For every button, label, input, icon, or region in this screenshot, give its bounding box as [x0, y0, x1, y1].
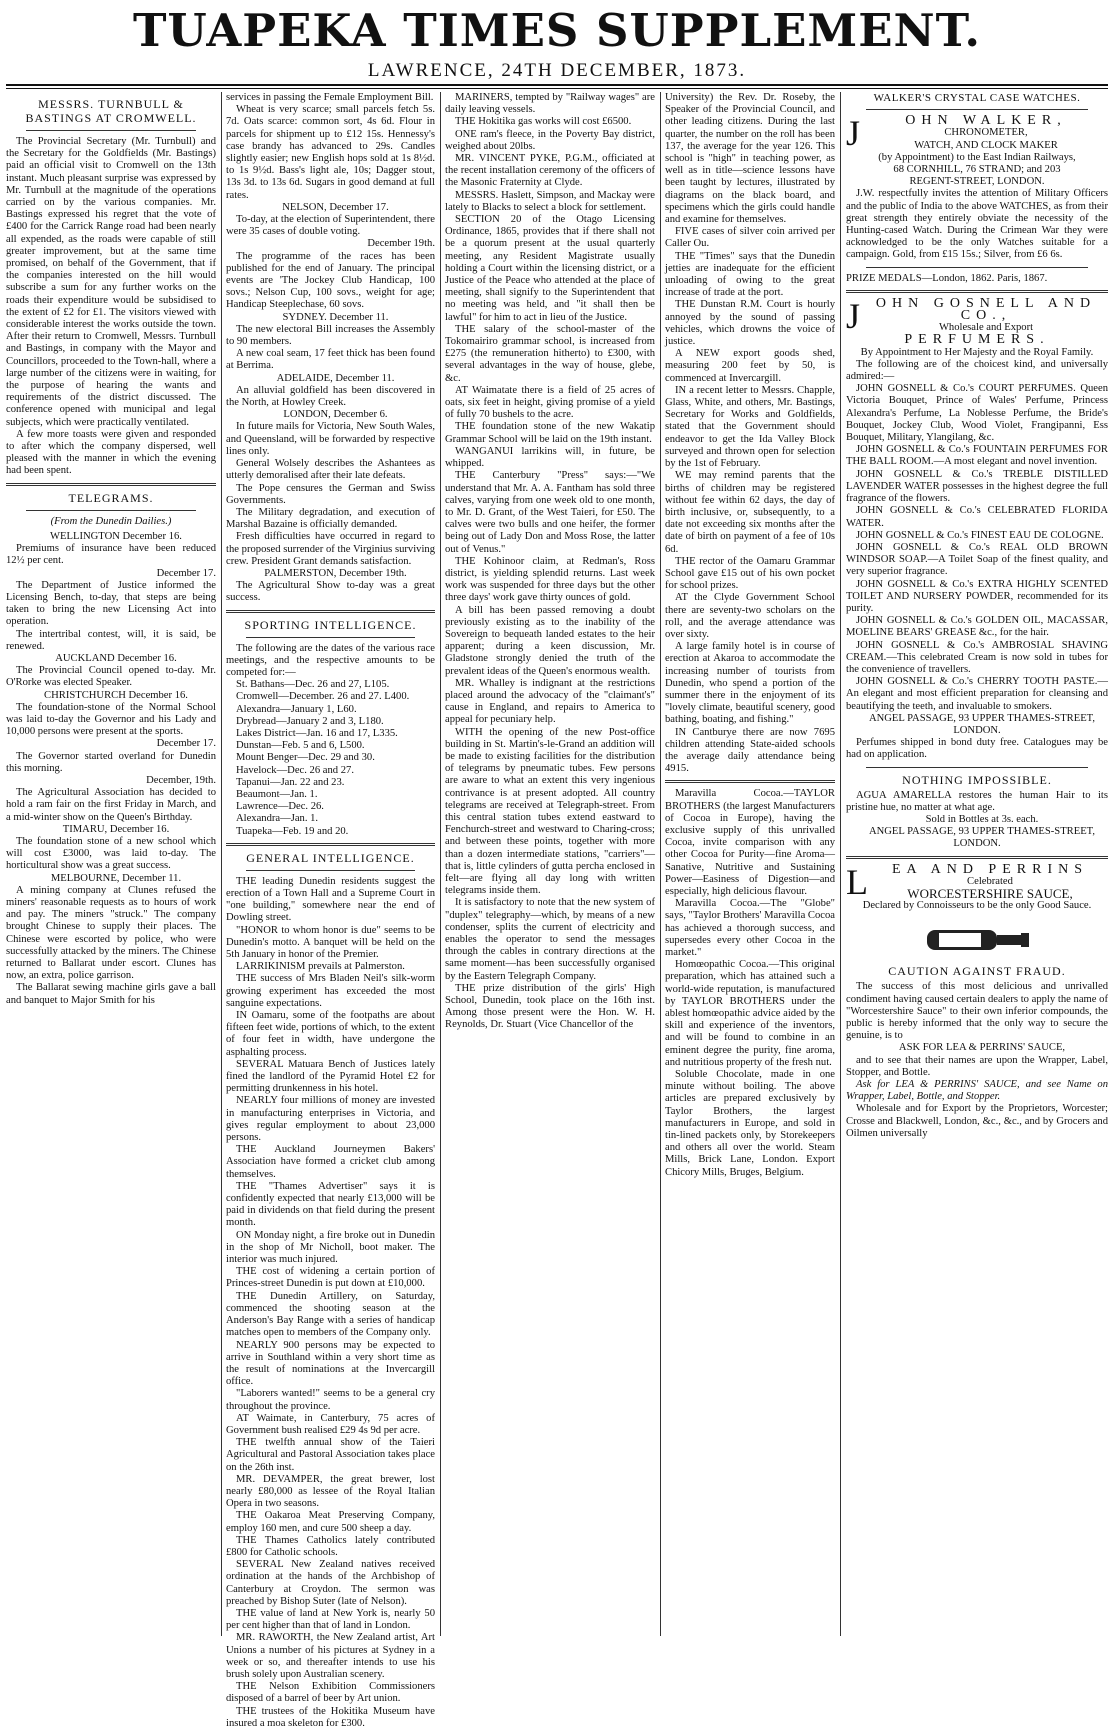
- advert-body: Ask for LEA & PERRINS' SAUCE, and see Name on Wrapper, Label, Bottle, and Stopper.: [846, 1079, 1108, 1103]
- article-heading: MESSRS. TURNBULL & BASTINGS AT CROMWELL.: [25, 97, 197, 125]
- telegram-place: WELLINGTON December 16.: [50, 530, 182, 542]
- sauce-bottle-illustration: [917, 918, 1037, 958]
- news-item: AT Waimatate there is a field of 25 acres of oats, six feet in height, giving promise of a yield of fully 70 bushels to the acre.: [445, 384, 655, 421]
- drop-cap: L: [846, 861, 868, 902]
- walker-advert: [846, 115, 1108, 285]
- advert-line: Celebrated: [967, 875, 1013, 887]
- nothing-impossible-heading: NOTHING IMPOSSIBLE.: [902, 772, 1052, 787]
- section-heading-telegrams: TELEGRAMS.: [68, 490, 154, 505]
- telegram-item: The Ballarat sewing machine girls gave a ball and banquet to Major Smith for his: [6, 982, 216, 1006]
- advert-body: JOHN GOSNELL & Co.'s COURT PERFUMES. Queen Victoria Bouquet, Prince of Wales' Perfume, Princess Alexandra's Perfume, La Noblesse Perfume, the Bride's Bouquet, Jockey Club, Wood Violet, Frangipanni, Ess Bouquet, Military, Ylangilang, &c.: [846, 383, 1108, 444]
- advert-body: Sold in Bottles at 3s. each.: [925, 813, 1039, 825]
- cocoa-advert: Soluble Chocolate, made in one minute without boiling. The above articles are prepared exclusively by Taylor Brothers, the largest manufacturers in Europe, and sold in tin-lined packets only, by Storekeepers and others all over the world. Steam Mills, Brick Lane, London. Export Chicory Mills, Bruges, Belgium.: [665, 1069, 835, 1178]
- telegram-item: The Governor started overland for Dunedin this morning.: [6, 750, 216, 774]
- gosnell-name: OHN GOSNELL AND CO.,: [875, 295, 1097, 324]
- advert-body: J.W. respectfully invites the attention of Military Officers and the public of India to the above WATCHES, as from their great strength they entirely obviate the necessity of the Hunting-cased Watch. During the Crimean War they were acknowledged to be the only Watches suitable for a campaign. Gold, from £15 15s.; Silver, from £6 6s.: [846, 188, 1108, 261]
- telegram-place: NELSON, December 17.: [282, 201, 389, 213]
- race-meeting: Lakes District—Jan. 16 and 17, L335.: [236, 727, 398, 739]
- news-item: THE Dunstan R.M. Court is hourly annoyed by the sound of passing vehicles, which drowns the voice of justice.: [665, 299, 835, 348]
- divider: [866, 767, 1088, 768]
- telegram-date: December 19th.: [367, 238, 435, 250]
- news-item: THE twelfth annual show of the Taieri Agricultural and Pastoral Association takes place on the 26th inst.: [226, 1437, 435, 1473]
- news-item: It is satisfactory to note that the new system of "duplex" telegraphy—which, by means of a new condenser, splits the current of electricity and enables the operator to send the messages through the cables in contrary directions at the same moment—has been successfully organised by the Eastern Telegraph Company.: [445, 897, 655, 982]
- advert-body: The success of this most delicious and unrivalled condiment having caused certain dealers to apply the name of "Worcestershire Sauce" to their own inferior compounds, the public is hereby informed that the only way to secure the genuine, is to: [846, 981, 1108, 1042]
- section-divider: [226, 843, 435, 846]
- race-meeting: Tuapeka—Feb. 19 and 20.: [236, 825, 349, 837]
- telegram-item: The foundation-stone of the Normal School was laid to-day the Governor and his Lady and 10,000 persons were present at the sports.: [6, 701, 216, 738]
- advert-line: 68 CORNHILL, 76 STRAND; and 203: [893, 164, 1061, 176]
- dateline: LAWRENCE, 24TH DECEMBER, 1873.: [367, 60, 747, 81]
- telegram-place: LONDON, December 6.: [283, 409, 388, 421]
- news-item: THE "Times" says that the Dunedin jetties are inadequate for the efficient unloading of owing to the great increase of trade at the port.: [665, 250, 835, 299]
- news-item: THE value of land at New York is, nearly 50 per cent higher than that of land in London.: [226, 1607, 435, 1632]
- news-item: THE prize distribution of the girls' High School, Dunedin, took place on the 16th inst. Among those present were the Hon. W. H. Reynolds, Dr. Stuart (Vice Chancellor of the: [445, 982, 655, 1031]
- divider: [26, 130, 196, 131]
- advert-body: AGUA AMARELLA restores the human Hair to its pristine hue, no matter at what age.: [846, 789, 1108, 813]
- advert-body: JOHN GOSNELL & Co.'s CHERRY TOOTH PASTE.—An elegant and most efficient preparation for cleansing and beautifying the teeth, and invaluable to smokers.: [846, 676, 1108, 712]
- telegram-item: The intertribal contest, will, it is said, be renewed.: [6, 628, 216, 652]
- news-item: THE rector of the Oamaru Grammar School gave £15 out of his own pocket for school prizes.: [665, 555, 835, 592]
- column-rule: [660, 92, 661, 1636]
- news-item: NEARLY 900 persons may be expected to arrive in Southland within a very short time as the result of nominations at the Invercargill office.: [226, 1339, 435, 1388]
- telegram-item: The Agricultural Show to-day was a great success.: [226, 580, 435, 604]
- article-paragraph: The Provincial Secretary (Mr. Turnbull) and the Secretary for the Goldfields (Mr. Bastings) paid an official visit to Cromwell on the 13th instant. Much pleasant surprise was expressed by Mr. Turnbull at the magnitude of the operations carried on by the various companies. Mr. Bastings expressed his regret that the vote of £400 for the Carrick Range road had been nearly all expended, as the roads were capable of still greater improvement, but at the same time promised, on behalf of the Government, that if the companies interested on the hill would subscribe a sum for any further works on the roads their expenditure would be subsidised to the extent of £2 for £1. The visitors viewed with considerable interest the works outside the town. After their return to Cromwell, Messrs. Turnbull and Bastings, in company with the Mayor and Councillors, proceeded to the Town-hall, where a large number of the citizens were in waiting, for the purpose of hearing the wants and requirements of the district discussed. The conference opened with municipal and legal subjects, which were practically ventilated.: [6, 136, 216, 428]
- telegram-date: December, 19th.: [146, 774, 216, 786]
- news-item: FIVE cases of silver coin arrived per Caller Ou.: [665, 226, 835, 250]
- column-rule: [440, 92, 441, 1636]
- advert-line: By Appointment to Her Majesty and the Royal Family.: [860, 346, 1094, 358]
- news-item: THE success of Mrs Bladen Neil's silk-worm growing experiment has exceeded the most sanguine expectations.: [226, 973, 435, 1009]
- news-item: IN a recent letter to Messrs. Chapple, Glass, White, and others, Mr. Bastings, Secretary for Works and Goldfields, stated that the Government should endeavor to get the Ida Valley Block surveyed and thrown open for selection by the 1st of February.: [665, 384, 835, 470]
- advert-body: JOHN GOSNELL & Co.'s CELEBRATED FLORIDA WATER.: [846, 505, 1108, 529]
- section-divider: [846, 290, 1108, 293]
- advert-body: JOHN GOSNELL & Co.'s TREBLE DISTILLED LAVENDER WATER possesses in the highest degree the full fragrance of the flowers.: [846, 468, 1108, 505]
- drop-cap: J: [846, 113, 861, 154]
- news-item: A NEW export goods shed, measuring 200 feet by 50, is commenced at Invercargill.: [665, 348, 835, 384]
- advert-line: CHRONOMETER,: [944, 127, 1028, 139]
- advert-line: (by Appointment) to the East Indian Railways,: [878, 151, 1076, 163]
- news-item: AT the Clyde Government School there are seventy-two scholars on the roll, and the average attendance was over sixty.: [665, 592, 835, 640]
- news-item: THE Dunedin Artillery, on Saturday, commenced the shooting season at the Anderson's Bay Range with a series of handicap matches open to members of the Company only.: [226, 1290, 435, 1339]
- section-divider: [665, 780, 835, 783]
- news-item: MARINERS, tempted by "Railway wages" are daily leaving vessels.: [445, 92, 655, 116]
- news-item: THE salary of the school-master of the Tokomairiro grammar school, is increased from £275 (the remuneration hitherto) to £300, with several advantages in the way of house, glebe, &c.: [445, 323, 655, 384]
- race-meeting: Alexandra—January 1, L60.: [236, 703, 357, 715]
- race-meeting: Dunstan—Feb. 5 and 6, L500.: [236, 740, 365, 752]
- telegram-item: The foundation stone of a new school which will cost £3000, was laid to-day. The horticultural show was a great success.: [6, 835, 216, 872]
- advert-body: Wholesale and for Export by the Proprietors, Worcester; Crosse and Blackwell, London, &c., &c., and by Grocers and Oilmen universally: [846, 1103, 1108, 1139]
- advert-line: REGENT-STREET, LONDON.: [909, 176, 1045, 188]
- telegram-place: ADELAIDE, December 11.: [276, 372, 395, 384]
- news-item: THE cost of widening a certain portion of Princes-street Dunedin is put down at £10,000.: [226, 1266, 435, 1290]
- section-heading-general: GENERAL INTELLIGENCE.: [246, 850, 415, 865]
- advert-address: ANGEL PASSAGE, 93 UPPER THAMES-STREET, LONDON.: [868, 712, 1096, 736]
- news-item: "Laborers wanted!" seems to be a general cry throughout the province.: [226, 1388, 435, 1412]
- divider: [246, 870, 415, 871]
- walker-advert-heading: WALKER'S CRYSTAL CASE WATCHES.: [873, 92, 1081, 104]
- masthead-rule: [6, 84, 1108, 86]
- race-meeting: Cromwell—December. 26 and 27. L400.: [236, 691, 410, 703]
- advert-body: The following are of the choicest kind, and universally admired:—: [846, 358, 1108, 383]
- column-rule: [221, 92, 222, 1636]
- telegram-item: The Military degradation, and execution of Marshal Bazaine is officially demanded.: [226, 506, 435, 531]
- news-item: THE foundation stone of the new Wakatip Grammar School will be laid on the 19th instant.: [445, 421, 655, 445]
- news-item: SEVERAL Matuara Bench of Justices lately fined the landlord of the Pyramid Hotel £2 for permitting drunkenness in his hotel.: [226, 1058, 435, 1095]
- news-item: THE "Thames Advertiser" says it is confidently expected that nearly £13,000 will be paid in dividends on that field during the present month.: [226, 1180, 435, 1229]
- advert-line: PERFUMERS.: [904, 332, 1050, 348]
- walker-name: OHN WALKER,: [905, 113, 1067, 129]
- news-item: MR. Whalley is indignant at the restrictions placed around the advocacy of the "claimant's" cause in England, and repairs to America to appeal for pecuniary help.: [445, 677, 655, 726]
- news-item: WANGANUI larrikins will, in future, be whipped.: [445, 445, 655, 470]
- divider: [866, 109, 1088, 110]
- news-item: MR. VINCENT PYKE, P.G.M., officiated at the recent installation ceremony of the officers of the Masonic Fraternity at Clyde.: [445, 153, 655, 189]
- advert-body: and to see that their names are upon the Wrapper, Label, Stopper, and Bottle.: [846, 1054, 1108, 1078]
- telegram-place: TIMARU, December 16.: [62, 823, 170, 835]
- section-divider: [226, 610, 435, 613]
- masthead-title: TUAPEKA TIMES SUPPLEMENT.: [132, 4, 982, 57]
- race-meeting: Havelock—Dec. 26 and 27.: [236, 764, 354, 776]
- advert-line: WATCH, AND CLOCK MAKER: [914, 139, 1058, 151]
- masthead-rule-thin: [6, 88, 1108, 89]
- telegram-item: The Department of Justice informed the Licensing Bench, to-day, that steps are being taken to bring the new Licensing Act into operation.: [6, 579, 216, 628]
- cocoa-advert: Maravilla Cocoa.—The "Globe" says, "Taylor Brothers' Maravilla Cocoa has achieved a thorough success, and supersedes every other Cocoa in the market.": [665, 898, 835, 959]
- news-item: IN Oamaru, some of the footpaths are about fifteen feet wide, portions of which, to the extent of four feet in width, have undergone the asphalting process.: [226, 1010, 435, 1058]
- advert-line: Wholesale and Export: [938, 322, 1034, 334]
- telegram-date: December 17.: [156, 567, 216, 579]
- telegram-item: The new electoral Bill increases the Assembly to 90 members.: [226, 323, 435, 348]
- advert-emphasis: ASK FOR LEA & PERRINS' SAUCE,: [898, 1042, 1066, 1054]
- section-heading-sporting: SPORTING INTELLIGENCE.: [244, 617, 417, 632]
- advert-body: JOHN GOSNELL & Co.'s AMBROSIAL SHAVING CREAM.—This celebrated Cream is now sold in tubes for the convenience of travellers.: [846, 639, 1108, 675]
- advert-address: ANGEL PASSAGE, 93 UPPER THAMES-STREET, LONDON.: [868, 826, 1096, 850]
- divider: [866, 267, 1088, 268]
- caution-heading: CAUTION AGAINST FRAUD.: [888, 964, 1066, 979]
- cocoa-advert: Homœopathic Cocoa.—This original preparation, which has attained such a world-wide reputation, is manufactured by TAYLOR BROTHERS under the ablest homœopathic advice aided by the skill and experience of the inventors, and will be found to combine in an eminent degree the purity, fine aroma, and nutritious property of the fresh nut.: [665, 959, 835, 1068]
- telegram-place: MELBOURNE, December 11.: [50, 872, 182, 884]
- divider: [246, 637, 415, 638]
- telegram-item: The Provincial Council opened to-day. Mr. O'Rorke was elected Speaker.: [6, 665, 216, 689]
- column-rule: [840, 92, 841, 1636]
- race-meeting: Tapanui—Jan. 22 and 23.: [236, 776, 345, 788]
- gosnell-advert: [846, 295, 1108, 762]
- cocoa-advert: Maravilla Cocoa.—TAYLOR BROTHERS (the largest Manufacturers of Cocoa in Europe), having the exclusive supply of this unrivalled Cocoa, invite comparison with any other Cocoa for Purity—fine Aroma—Sanative, Nutritive and Sustaining Power—Easiness of Digestion—and especially, high delicious flavour.: [665, 788, 835, 897]
- drop-cap: J: [846, 295, 861, 336]
- race-meeting: Alexandra—Jan. 1.: [236, 813, 319, 825]
- lea-perrins-name: EA AND PERRINS: [891, 861, 1089, 877]
- telegram-item: To-day, at the election of Superintendent, there were 35 cases of double voting.: [226, 214, 435, 238]
- news-item: THE Thames Catholics lately contributed £800 for Catholic schools.: [226, 1534, 435, 1558]
- news-item: MR. DEVAMPER, the great brewer, lost nearly £80,000 as lessee of the Royal Italian Opera in two seasons.: [226, 1473, 435, 1510]
- telegram-item: The Pope censures the German and Swiss Governments.: [226, 482, 435, 506]
- telegram-date: December 17.: [156, 738, 216, 750]
- column-4: [665, 92, 835, 1636]
- prize-medals: PRIZE MEDALS—London, 1862. Paris, 1867.: [846, 272, 1048, 284]
- news-item: THE trustees of the Hokitika Museum have insured a moa skeleton for £300.: [226, 1705, 435, 1729]
- news-item: "HONOR to whom honor is due" seems to be Dunedin's motto. A banquet will be held on the 5th January in honor of the Premier.: [226, 924, 435, 960]
- section-divider: [846, 856, 1108, 859]
- news-item: A large family hotel is in course of erection at Akaroa to accommodate the increasing number of tourists from Dunedin, who spend a portion of the summer there in the enjoyment of its "lovely climate, beautiful scenery, good bathing, boating, and fishing.": [665, 641, 835, 726]
- news-item: LARRIKINISM prevails at Palmerston.: [236, 961, 405, 973]
- news-item: MESSRS. Haslett, Simpson, and Mackay were lately to Blacks to select a block for settlement.: [445, 189, 655, 213]
- telegram-item: An alluvial goldfield has been discovered in the North, at Howley Creek.: [226, 384, 435, 409]
- news-item: SECTION 20 of the Otago Licensing Ordinance, 1865, provides that if there shall not be a quorum present at the usual quarterly meeting, any Resident Magistrate usually holding a Court within the licensing district, or a Justice of the Peace who attended at the place of meeting, shall signify to the Superintendent that no meeting was held, and "it shall then be lawful" for him to act in lieu of the Justice.: [445, 214, 655, 323]
- news-item: IN Cantburye there are now 7695 children attending State-aided schools the average daily attendance being 4915.: [665, 726, 835, 775]
- news-item: ONE ram's fleece, in the Poverty Bay district, weighed about 20lbs.: [445, 128, 655, 152]
- news-item: THE Auckland Journeymen Bakers' Association have formed a cricket club among themselves.: [226, 1144, 435, 1180]
- column-1: [6, 92, 216, 1636]
- telegram-item: A mining company at Clunes refused the miners' reasonable requests as to hours of work and pay. The miners "struck." The company brought Chinese to supply their places. The Chinese were escorted by police, who were successfully attacked by the miners. The Chinese returned to Ballarat under escort. Clunes has now, an extra, police garrison.: [6, 884, 216, 982]
- lea-perrins-advert: [846, 861, 1108, 1140]
- telegram-item: The programme of the races has been published for the end of January. The principal events are 'The Jockey Club Handicap, 100 sovs.; Nelson Cup, 100 sovs., weight for age; Handicap Steeplechase, 60 sovs.: [226, 250, 435, 311]
- news-item: THE leading Dunedin residents suggest the erection of a Town Hall and a Supreme Court in "one building," somewhere near the end of Dowling street.: [226, 875, 435, 924]
- telegram-item: Premiums of insurance have been reduced 12½ per cent.: [6, 543, 216, 567]
- column-2: [226, 92, 435, 1729]
- telegram-item: A new coal seam, 17 feet thick has been found at Berrima.: [226, 348, 435, 372]
- advert-body: Perfumes shipped in bond duty free. Catalogues may be had on application.: [846, 737, 1108, 761]
- news-item: A bill has been passed removing a doubt previously existing as to the inability of the Sovereign to bequeath landed estates to the heir apparent; during a keen discussion, Mr. Gladstone strongly denied the truth of the prevalent ideas of the Queen's enormous wealth.: [445, 604, 655, 677]
- divider: [26, 510, 196, 511]
- race-meeting: Beaumont—Jan. 1.: [236, 788, 318, 800]
- telegram-place: SYDNEY. December 11.: [282, 311, 389, 323]
- telegram-place: PALMERSTON, December 19th.: [264, 567, 407, 579]
- news-item: THE Canterbury "Press" says:—"We understand that Mr. A. A. Fantham has sold three calves, varying from one week old to one month, to Mr. D. Grant, of the West Taieri, for £50. The calves were two bulls and one heifer, the former being out of Lady Don and Moss Rose, the latter out of Venus.": [445, 470, 655, 555]
- telegram-item: General Wolsely describes the Ashantees as utterly demoralised after their late defeats.: [226, 458, 435, 482]
- race-meeting: St. Bathans—Dec. 26 and 27, L105.: [236, 679, 390, 691]
- telegram-item: In future mails for Victoria, New South Wales, and Queensland, will be forwarded by respective lines only.: [226, 421, 435, 457]
- sporting-intro: The following are the dates of the various race meetings, and the respective amounts to be competed for:—: [226, 642, 435, 678]
- section-divider: [6, 483, 216, 486]
- advert-body: JOHN GOSNELL & Co.'s GOLDEN OIL, MACASSAR, MOELINE BEARS' GREASE &c., for the hair.: [846, 615, 1108, 639]
- news-item: MR. RAWORTH, the New Zealand artist, Art Unions a number of his pictures at Sydney in a week or so, and thereafter intends to use his brush solely upon Australian scenery.: [226, 1632, 435, 1680]
- column-5-adverts: [846, 92, 1108, 1636]
- telegram-place: AUCKLAND December 16.: [55, 652, 177, 664]
- article-paragraph: A few more toasts were given and responded to after which the company dispersed, well pleased with the manner in which the evening had been spent.: [6, 428, 216, 477]
- telegram-item: Fresh difficulties have occurred in regard to the proposed surrender of the Virginius surviving crew. President Grant demands satisfaction.: [226, 531, 435, 567]
- race-meeting: Drybread—January 2 and 3, L180.: [236, 715, 384, 727]
- news-item: ON Monday night, a fire broke out in Dunedin in the shop of Mr Nicholl, boot maker. The interior was much injured.: [226, 1229, 435, 1266]
- news-item: THE Hokitika gas works will cost £6500.: [455, 116, 632, 128]
- telegram-item: services in passing the Female Employment Bill.: [226, 92, 434, 103]
- advert-body: JOHN GOSNELL & Co.'s EXTRA HIGHLY SCENTED TOILET AND NURSERY POWDER, recommended for its purity.: [846, 578, 1108, 614]
- news-item: THE Nelson Exhibition Commissioners disposed of a barrel of beer by Art union.: [226, 1681, 435, 1705]
- news-item: WE may remind parents that the births of children may be registered without fee within 62 days, the day of birth inclusive, or, subsequently, to a date not exceeding six months after the date of birth on payment of a fee of 10s 6d.: [665, 470, 835, 555]
- race-meeting: Lawrence—Dec. 26.: [236, 801, 324, 813]
- advert-line: WORCESTERSHIRE SAUCE,: [907, 885, 1073, 901]
- telegram-item: The Agricultural Association has decided to hold a ram fair on the first Friday in March, and a mid-winter show on the Queen's Birthday.: [6, 787, 216, 823]
- telegram-place: CHRISTCHURCH December 16.: [44, 689, 188, 701]
- news-item: WITH the opening of the new Post-office building in St. Martin's-le-Grand an addition will be made to existing facilities for the distribution of telegrams by pneumatic tubes. Few persons are aware to what an extent this very ingenious contrivance is at present adopted. All country telegrams are received at Telegraph-street. From this central station tubes extend eastward to Fenchurch-street and westward to Charing-cross; and between these points, together with more than a dozen intermediate stations, "carriers"—that is, little cylinders of gutta percha enclosed in felt—are flying all day long with written telegrams inside them.: [445, 726, 655, 897]
- news-item: AT Waimate, in Canterbury, 75 acres of Government bush realised £29 4s 9d per acre.: [226, 1412, 435, 1436]
- advert-body: JOHN GOSNELL & Co.'s FINEST EAU DE COLOGNE.: [856, 529, 1104, 541]
- news-item: SEVERAL New Zealand natives received ordination at the hands of the Archbishop of Canterbury at Croydon. The sermon was preached by Bishop Suter (late of Nelson).: [226, 1559, 435, 1607]
- race-meeting: Mount Benger—Dec. 29 and 30.: [236, 752, 375, 764]
- news-item: THE Kohinoor claim, at Redman's, Ross district, is yielding splendid returns. Last week work was suspended for three days but the other three days' work gave thirty ounces of gold.: [445, 555, 655, 604]
- news-item: University) the Rev. Dr. Roseby, the Speaker of the Provincial Council, and other leading citizens. During the last quarter, the number on the roll has been 137, the average for the year 126. This school is "high" in teaching power, as well as in title—science lessons have been taught by lectures, illustrated by diagrams on the black board, and specimens which the girls could handle and examine for themselves.: [665, 92, 835, 226]
- news-item: THE Oakaroa Meat Preserving Company, employ 160 men, and cure 500 sheep a day.: [226, 1510, 435, 1534]
- column-3: [445, 92, 655, 1636]
- advert-body: JOHN GOSNELL & Co.'s FOUNTAIN PERFUMES FOR THE BALL ROOM.—A most elegant and novel invention.: [846, 444, 1108, 468]
- advert-body: JOHN GOSNELL & Co.'s REAL OLD BROWN WINDSOR SOAP.—A Toilet Soap of the finest quality, and very superior fragrance.: [846, 541, 1108, 578]
- telegram-item: Wheat is very scarce; small parcels fetch 5s. 7d. Oats scarce: common sort, 4s 6d. Flour in parcels for shipment up to £12 15s. Hennessy's case brandy has advanced to 29s. Candles slightly easier; new English hops sold at 1s 8½d. to 1s 9½d. Bass's light ale, 10s; Dagger stout, 13s 3d. to 13s 6d. Sugars in good demand at full rates.: [226, 104, 435, 201]
- news-item: NEARLY four millions of money are invested in manufacturing enterprises in Victoria, and gives regular employment to about 23,000 persons.: [226, 1095, 435, 1144]
- advert-line: Declared by Connoisseurs to be the only Good Sauce.: [862, 900, 1092, 912]
- section-subheading: (From the Dunedin Dailies.): [50, 515, 172, 527]
